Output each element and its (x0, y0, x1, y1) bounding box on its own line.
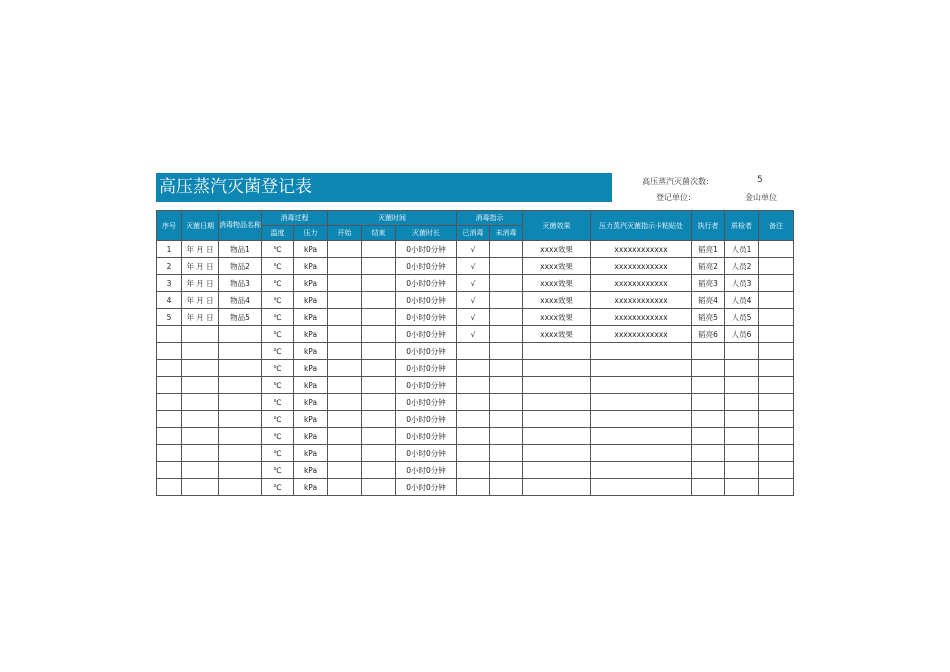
pressure-cell[interactable]: kPa (294, 445, 328, 462)
date-cell[interactable] (182, 343, 219, 360)
not-disinfected-cell[interactable] (490, 445, 523, 462)
duration-cell[interactable]: 0小时0分钟 (396, 394, 457, 411)
inspector-cell[interactable]: 人员5 (725, 309, 759, 326)
executor-cell[interactable]: 韬亮3 (692, 275, 725, 292)
end-time-cell[interactable] (362, 377, 396, 394)
disinfected-cell[interactable] (457, 343, 490, 360)
sterilization-count-value[interactable]: 5 (757, 175, 763, 185)
end-time-cell[interactable] (362, 360, 396, 377)
duration-cell[interactable]: 0小时0分钟 (396, 360, 457, 377)
not-disinfected-cell[interactable] (490, 241, 523, 258)
temperature-cell[interactable]: ℃ (262, 445, 294, 462)
executor-cell[interactable] (692, 360, 725, 377)
not-disinfected-cell[interactable] (490, 428, 523, 445)
date-cell[interactable] (182, 394, 219, 411)
item-name-cell[interactable]: 物品5 (219, 309, 262, 326)
date-cell[interactable] (182, 377, 219, 394)
inspector-cell[interactable] (725, 394, 759, 411)
duration-cell[interactable]: 0小时0分钟 (396, 275, 457, 292)
disinfected-cell[interactable] (457, 445, 490, 462)
not-disinfected-cell[interactable] (490, 275, 523, 292)
disinfected-cell[interactable] (457, 428, 490, 445)
start-time-cell[interactable] (328, 394, 362, 411)
disinfected-cell[interactable]: √ (457, 275, 490, 292)
effect-cell[interactable] (523, 462, 591, 479)
end-time-cell[interactable] (362, 479, 396, 496)
effect-cell[interactable]: xxxx效果 (523, 309, 591, 326)
seq-cell[interactable] (157, 360, 182, 377)
header-start: 开始 (328, 226, 362, 241)
effect-cell[interactable]: xxxx效果 (523, 241, 591, 258)
pressure-cell[interactable]: kPa (294, 309, 328, 326)
seq-cell[interactable] (157, 445, 182, 462)
seq-cell[interactable] (157, 326, 182, 343)
duration-cell[interactable]: 0小时0分钟 (396, 479, 457, 496)
duration-cell[interactable]: 0小时0分钟 (396, 462, 457, 479)
temperature-cell[interactable]: ℃ (262, 411, 294, 428)
temperature-cell[interactable]: ℃ (262, 394, 294, 411)
not-disinfected-cell[interactable] (490, 394, 523, 411)
disinfected-cell[interactable] (457, 394, 490, 411)
not-disinfected-cell[interactable] (490, 343, 523, 360)
item-name-cell[interactable] (219, 360, 262, 377)
effect-cell[interactable] (523, 411, 591, 428)
pressure-cell[interactable]: kPa (294, 411, 328, 428)
seq-cell[interactable] (157, 394, 182, 411)
table-row (157, 394, 794, 411)
item-name-cell[interactable]: 物品3 (219, 275, 262, 292)
indicator-card-cell[interactable] (591, 411, 692, 428)
indicator-card-cell[interactable] (591, 445, 692, 462)
indicator-card-cell[interactable]: xxxxxxxxxxxx (591, 275, 692, 292)
executor-cell[interactable]: 韬亮2 (692, 258, 725, 275)
start-time-cell[interactable] (328, 411, 362, 428)
indicator-card-cell[interactable]: xxxxxxxxxxxx (591, 326, 692, 343)
inspector-cell[interactable] (725, 411, 759, 428)
seq-cell[interactable] (157, 343, 182, 360)
pressure-cell[interactable]: kPa (294, 275, 328, 292)
seq-cell[interactable] (157, 479, 182, 496)
inspector-cell[interactable] (725, 479, 759, 496)
temperature-cell[interactable]: ℃ (262, 360, 294, 377)
pressure-cell[interactable]: kPa (294, 462, 328, 479)
table-row (157, 309, 794, 326)
item-name-cell[interactable] (219, 326, 262, 343)
header-indicator: 消毒指示 (457, 211, 523, 226)
duration-cell[interactable]: 0小时0分钟 (396, 445, 457, 462)
disinfected-cell[interactable]: √ (457, 326, 490, 343)
indicator-card-cell[interactable] (591, 360, 692, 377)
seq-cell[interactable] (157, 411, 182, 428)
executor-cell[interactable]: 韬亮5 (692, 309, 725, 326)
effect-cell[interactable] (523, 445, 591, 462)
table-row (157, 445, 794, 462)
effect-cell[interactable] (523, 343, 591, 360)
effect-cell[interactable] (523, 360, 591, 377)
executor-cell[interactable] (692, 411, 725, 428)
remark-cell[interactable] (759, 462, 794, 479)
inspector-cell[interactable]: 人员6 (725, 326, 759, 343)
item-name-cell[interactable] (219, 411, 262, 428)
executor-cell[interactable]: 韬亮4 (692, 292, 725, 309)
effect-cell[interactable] (523, 428, 591, 445)
inspector-cell[interactable]: 人员4 (725, 292, 759, 309)
start-time-cell[interactable] (328, 343, 362, 360)
seq-cell[interactable] (157, 462, 182, 479)
not-disinfected-cell[interactable] (490, 309, 523, 326)
remark-cell[interactable] (759, 445, 794, 462)
indicator-card-cell[interactable] (591, 394, 692, 411)
not-disinfected-cell[interactable] (490, 292, 523, 309)
inspector-cell[interactable]: 人员2 (725, 258, 759, 275)
inspector-cell[interactable] (725, 462, 759, 479)
header-seq: 序号 (157, 211, 182, 241)
not-disinfected-cell[interactable] (490, 462, 523, 479)
remark-cell[interactable] (759, 428, 794, 445)
executor-cell[interactable]: 韬亮1 (692, 241, 725, 258)
date-cell[interactable]: 年 月 日 (182, 309, 219, 326)
start-time-cell[interactable] (328, 275, 362, 292)
disinfected-cell[interactable] (457, 462, 490, 479)
item-name-cell[interactable] (219, 479, 262, 496)
indicator-card-cell[interactable] (591, 343, 692, 360)
inspector-cell[interactable]: 人员3 (725, 275, 759, 292)
start-time-cell[interactable] (328, 428, 362, 445)
pressure-cell[interactable]: kPa (294, 326, 328, 343)
start-time-cell[interactable] (328, 360, 362, 377)
pressure-cell[interactable]: kPa (294, 428, 328, 445)
table-row (157, 292, 794, 309)
pressure-cell[interactable]: kPa (294, 292, 328, 309)
duration-cell[interactable]: 0小时0分钟 (396, 343, 457, 360)
start-time-cell[interactable] (328, 445, 362, 462)
remark-cell[interactable] (759, 241, 794, 258)
temperature-cell[interactable]: ℃ (262, 479, 294, 496)
item-name-cell[interactable]: 物品4 (219, 292, 262, 309)
registration-unit-value[interactable]: 金山单位 (745, 193, 777, 202)
start-time-cell[interactable] (328, 479, 362, 496)
table-row (157, 428, 794, 445)
table-row (157, 479, 794, 496)
not-disinfected-cell[interactable] (490, 411, 523, 428)
temperature-cell[interactable]: ℃ (262, 377, 294, 394)
header-item-name: 消毒物品名称 (219, 211, 262, 241)
header-date: 灭菌日期 (182, 211, 219, 241)
not-disinfected-cell[interactable] (490, 258, 523, 275)
disinfected-cell[interactable]: √ (457, 292, 490, 309)
temperature-cell[interactable]: ℃ (262, 258, 294, 275)
header-indicator-card: 压力蒸汽灭菌指示卡粘贴处 (591, 211, 692, 241)
remark-cell[interactable] (759, 326, 794, 343)
indicator-card-cell[interactable]: xxxxxxxxxxxx (591, 309, 692, 326)
duration-cell[interactable]: 0小时0分钟 (396, 377, 457, 394)
inspector-cell[interactable] (725, 360, 759, 377)
end-time-cell[interactable] (362, 428, 396, 445)
indicator-card-cell[interactable]: xxxxxxxxxxxx (591, 258, 692, 275)
pressure-cell[interactable]: kPa (294, 258, 328, 275)
date-cell[interactable]: 年 月 日 (182, 241, 219, 258)
item-name-cell[interactable] (219, 343, 262, 360)
end-time-cell[interactable] (362, 326, 396, 343)
indicator-card-cell[interactable] (591, 462, 692, 479)
end-time-cell[interactable] (362, 411, 396, 428)
header-executor: 执行者 (692, 211, 725, 241)
disinfected-cell[interactable] (457, 377, 490, 394)
temperature-cell[interactable]: ℃ (262, 343, 294, 360)
pressure-cell[interactable]: kPa (294, 241, 328, 258)
item-name-cell[interactable] (219, 428, 262, 445)
effect-cell[interactable]: xxxx效果 (523, 326, 591, 343)
header-inspector: 质检者 (725, 211, 759, 241)
pressure-cell[interactable]: kPa (294, 377, 328, 394)
end-time-cell[interactable] (362, 258, 396, 275)
registration-unit-label: 登记单位: (656, 193, 691, 202)
effect-cell[interactable]: xxxx效果 (523, 292, 591, 309)
date-cell[interactable] (182, 445, 219, 462)
executor-cell[interactable] (692, 428, 725, 445)
date-cell[interactable] (182, 411, 219, 428)
date-cell[interactable]: 年 月 日 (182, 275, 219, 292)
table-row (157, 462, 794, 479)
table-row (157, 275, 794, 292)
executor-cell[interactable] (692, 462, 725, 479)
indicator-card-cell[interactable]: xxxxxxxxxxxx (591, 292, 692, 309)
page-title: 高压蒸汽灭菌登记表 (156, 173, 612, 202)
date-cell[interactable] (182, 462, 219, 479)
header-temperature: 温度 (262, 226, 294, 241)
end-time-cell[interactable] (362, 292, 396, 309)
sterilization-count-label: 高压蒸汽灭菌次数: (642, 177, 709, 186)
table-row (157, 411, 794, 428)
remark-cell[interactable] (759, 343, 794, 360)
date-cell[interactable] (182, 428, 219, 445)
remark-cell[interactable] (759, 479, 794, 496)
inspector-cell[interactable] (725, 343, 759, 360)
duration-cell[interactable]: 0小时0分钟 (396, 411, 457, 428)
executor-cell[interactable]: 韬亮6 (692, 326, 725, 343)
end-time-cell[interactable] (362, 394, 396, 411)
remark-cell[interactable] (759, 360, 794, 377)
indicator-card-cell[interactable] (591, 428, 692, 445)
seq-cell[interactable] (157, 377, 182, 394)
pressure-cell[interactable]: kPa (294, 343, 328, 360)
duration-cell[interactable]: 0小时0分钟 (396, 292, 457, 309)
effect-cell[interactable] (523, 394, 591, 411)
indicator-card-cell[interactable] (591, 479, 692, 496)
remark-cell[interactable] (759, 258, 794, 275)
seq-cell[interactable]: 4 (157, 292, 182, 309)
header-sterilization-time: 灭菌时间 (328, 211, 457, 226)
temperature-cell[interactable]: ℃ (262, 292, 294, 309)
item-name-cell[interactable] (219, 462, 262, 479)
remark-cell[interactable] (759, 309, 794, 326)
pressure-cell[interactable]: kPa (294, 479, 328, 496)
table-row (157, 377, 794, 394)
date-cell[interactable]: 年 月 日 (182, 292, 219, 309)
start-time-cell[interactable] (328, 326, 362, 343)
pressure-cell[interactable]: kPa (294, 394, 328, 411)
effect-cell[interactable]: xxxx效果 (523, 258, 591, 275)
disinfected-cell[interactable]: √ (457, 258, 490, 275)
table-row (157, 326, 794, 343)
inspector-cell[interactable]: 人员1 (725, 241, 759, 258)
temperature-cell[interactable]: ℃ (262, 428, 294, 445)
item-name-cell[interactable]: 物品1 (219, 241, 262, 258)
sterilization-register-table (156, 210, 794, 496)
item-name-cell[interactable] (219, 377, 262, 394)
duration-cell[interactable]: 0小时0分钟 (396, 309, 457, 326)
not-disinfected-cell[interactable] (490, 377, 523, 394)
executor-cell[interactable] (692, 479, 725, 496)
date-cell[interactable] (182, 326, 219, 343)
table-body (157, 241, 794, 496)
inspector-cell[interactable] (725, 445, 759, 462)
end-time-cell[interactable] (362, 275, 396, 292)
start-time-cell[interactable] (328, 462, 362, 479)
effect-cell[interactable]: xxxx效果 (523, 275, 591, 292)
not-disinfected-cell[interactable] (490, 479, 523, 496)
end-time-cell[interactable] (362, 241, 396, 258)
header-disinfected: 已消毒 (457, 226, 490, 241)
executor-cell[interactable] (692, 377, 725, 394)
indicator-card-cell[interactable] (591, 377, 692, 394)
effect-cell[interactable] (523, 377, 591, 394)
end-time-cell[interactable] (362, 445, 396, 462)
duration-cell[interactable]: 0小时0分钟 (396, 258, 457, 275)
start-time-cell[interactable] (328, 309, 362, 326)
remark-cell[interactable] (759, 275, 794, 292)
disinfected-cell[interactable]: √ (457, 241, 490, 258)
temperature-cell[interactable]: ℃ (262, 241, 294, 258)
table-row (157, 360, 794, 377)
executor-cell[interactable] (692, 343, 725, 360)
seq-cell[interactable] (157, 428, 182, 445)
header-process: 消毒过程 (262, 211, 328, 226)
pressure-cell[interactable]: kPa (294, 360, 328, 377)
remark-cell[interactable] (759, 411, 794, 428)
temperature-cell[interactable]: ℃ (262, 275, 294, 292)
executor-cell[interactable] (692, 394, 725, 411)
temperature-cell[interactable]: ℃ (262, 462, 294, 479)
seq-cell[interactable]: 3 (157, 275, 182, 292)
seq-cell[interactable]: 2 (157, 258, 182, 275)
seq-cell[interactable]: 5 (157, 309, 182, 326)
header-not-disinfected: 未消毒 (490, 226, 523, 241)
start-time-cell[interactable] (328, 258, 362, 275)
temperature-cell[interactable]: ℃ (262, 309, 294, 326)
header-effect: 灭菌效果 (523, 211, 591, 241)
executor-cell[interactable] (692, 445, 725, 462)
disinfected-cell[interactable] (457, 411, 490, 428)
remark-cell[interactable] (759, 292, 794, 309)
temperature-cell[interactable]: ℃ (262, 326, 294, 343)
date-cell[interactable] (182, 479, 219, 496)
end-time-cell[interactable] (362, 343, 396, 360)
date-cell[interactable]: 年 月 日 (182, 258, 219, 275)
start-time-cell[interactable] (328, 377, 362, 394)
item-name-cell[interactable]: 物品2 (219, 258, 262, 275)
remark-cell[interactable] (759, 377, 794, 394)
disinfected-cell[interactable]: √ (457, 309, 490, 326)
table-row (157, 241, 794, 258)
header-pressure: 压力 (294, 226, 328, 241)
remark-cell[interactable] (759, 394, 794, 411)
not-disinfected-cell[interactable] (490, 360, 523, 377)
duration-cell[interactable]: 0小时0分钟 (396, 326, 457, 343)
header-duration: 灭菌时长 (396, 226, 457, 241)
table-row (157, 258, 794, 275)
header-end: 结束 (362, 226, 396, 241)
inspector-cell[interactable] (725, 377, 759, 394)
not-disinfected-cell[interactable] (490, 326, 523, 343)
disinfected-cell[interactable] (457, 479, 490, 496)
end-time-cell[interactable] (362, 309, 396, 326)
start-time-cell[interactable] (328, 241, 362, 258)
effect-cell[interactable] (523, 479, 591, 496)
disinfected-cell[interactable] (457, 360, 490, 377)
duration-cell[interactable]: 0小时0分钟 (396, 241, 457, 258)
item-name-cell[interactable] (219, 394, 262, 411)
inspector-cell[interactable] (725, 428, 759, 445)
duration-cell[interactable]: 0小时0分钟 (396, 428, 457, 445)
indicator-card-cell[interactable]: xxxxxxxxxxxx (591, 241, 692, 258)
start-time-cell[interactable] (328, 292, 362, 309)
header-remark: 备注 (759, 211, 794, 241)
end-time-cell[interactable] (362, 462, 396, 479)
seq-cell[interactable]: 1 (157, 241, 182, 258)
date-cell[interactable] (182, 360, 219, 377)
item-name-cell[interactable] (219, 445, 262, 462)
table-row (157, 343, 794, 360)
